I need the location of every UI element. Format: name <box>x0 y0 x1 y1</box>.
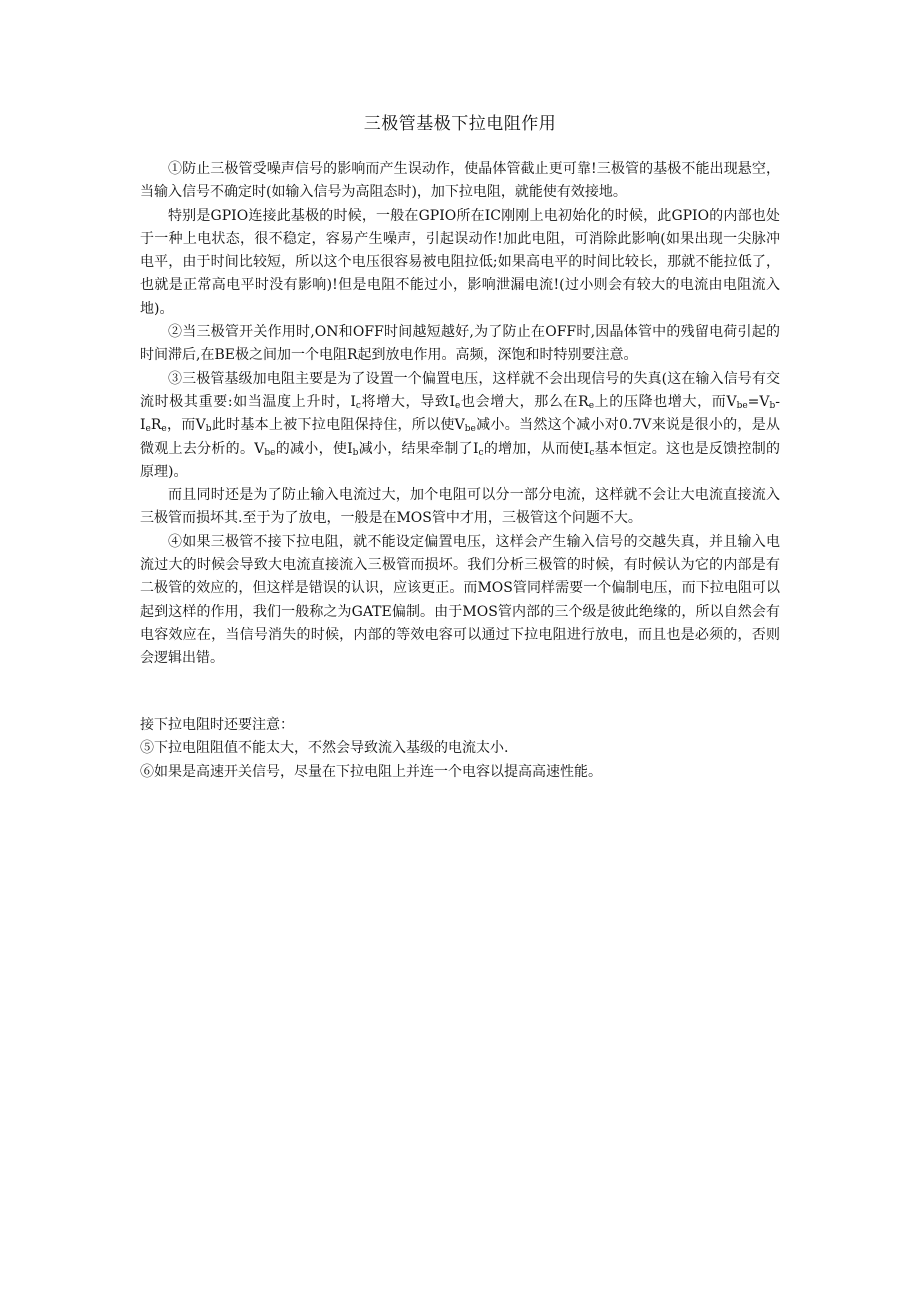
text-segment: ③三极管基级加电阻主要是为了设置一个偏置电压，这样就不会出现信号的失真(这在输入信号有交流时极其重要:如当温度上升时，I <box>140 370 780 410</box>
paragraph-6: ④如果三极管不接下拉电阻，就不能设定偏置电压，这样会产生输入信号的交越失真，并且输入电流过大的时候会导致大电流直接流入三极管而损坏。我们分析三极管的时候，有时候认为它的内部是有二极管的效应的，但这样是错误的认识，应该更正。而MOS管同样需要一个偏制电压，而下拉电阻可以起到这样的作用，我们一般称之为GATE偏制。由于MOS管内部的三个级是彼此绝缘的，所以自然会有电容效应在，当信号消失的时候，内部的等效电容可以通过下拉电阻进行放电，而且也是必须的，否则会逻辑出错。 <box>140 533 780 667</box>
text-segment: R <box>150 417 162 434</box>
subscript: e <box>588 400 595 411</box>
paragraph-4 <box>140 368 780 484</box>
text-segment: 上的压降也增大，而V <box>594 393 737 410</box>
paragraph-2: 特别是GPIO连接此基极的时候，一般在GPIO所在IC刚刚上电初始化的时候，此GPIO的内部也处于一种上电状态，很不稳定，容易产生噪声，引起误动作!加此电阻，可消除此影响(如果出现一尖脉冲电平，由于时间比较短，所以这个电压很容易被电阻拉低;如果高电平的时间比较长，那就不能拉低了，也就是正常高电平时没有影响)!但是电阻不能过小，影响泄漏电流!(过小则会有较大的电流由电阻流入地)。 <box>140 207 780 317</box>
subscript: b <box>205 424 212 435</box>
document-body <box>140 158 780 671</box>
subscript: e <box>145 424 151 435</box>
subscript: be <box>736 400 748 411</box>
subscript: b <box>769 400 776 411</box>
note-item-6: ⑥如果是高速开关信号，尽量在下拉电阻上并连一个电容以提高高速性能。 <box>140 763 602 780</box>
text-segment: 基本恒定。这也是反馈控制的原理)。 <box>140 440 781 480</box>
subscript: e <box>161 424 167 435</box>
document-title: 三极管基极下拉电阻作用 <box>363 114 557 134</box>
subscript: be <box>264 447 276 458</box>
text-segment: ，而V <box>166 417 206 434</box>
note-item-5: ⑤下拉电阻阻值不能太大，不然会导致流入基级的电流太小. <box>140 740 509 757</box>
text-segment: -I <box>140 393 781 434</box>
subscript: e <box>455 400 461 411</box>
subscript: c <box>355 400 361 411</box>
subscript: b <box>352 447 359 458</box>
paragraph-5: 而且同时还是为了防止输入电流过大，加个电阻可以分一部分电流，这样就不会让大电流直接流入三极管而损坏其.至于为了放电，一般是在MOS管中才用，三极管这个问题不大。 <box>140 487 780 527</box>
paragraph-1: ①防止三极管受噪声信号的影响而产生误动作，使晶体管截止更可靠!三极管的基极不能出现悬空，当输入信号不确定时(如输入信号为高阻态时)，加下拉电阻，就能使有效接地。 <box>140 161 780 201</box>
text-segment: 也会增大，那么在R <box>460 393 589 410</box>
text-segment: 减小。当然这个减小对0.7V来说是很小的，是从微观上去分析的。V <box>140 417 781 457</box>
paragraph-3: ②当三极管开关作用时,ON和OFF时间越短越好,为了防止在OFF时,因晶体管中的残留电荷引起的时间滞后,在BE极之间加一个电阻R起到放电作用。高频，深饱和时特别要注意。 <box>140 324 780 364</box>
text-segment: 的减小，使I <box>275 440 353 457</box>
text-segment: 此时基本上被下拉电阻保持住，所以使V <box>211 417 465 434</box>
subscript: c <box>589 447 595 458</box>
text-segment: 减小，结果牵制了I <box>358 440 479 457</box>
text-segment: 的增加，从而使I <box>483 440 590 457</box>
subscript: be <box>464 424 476 435</box>
notes-heading: 接下拉电阻时还要注意： <box>140 717 294 733</box>
notes-section <box>140 714 780 784</box>
subscript: c <box>478 447 484 458</box>
text-segment: 将增大，导致I <box>360 393 456 410</box>
text-segment: =V <box>747 393 770 410</box>
